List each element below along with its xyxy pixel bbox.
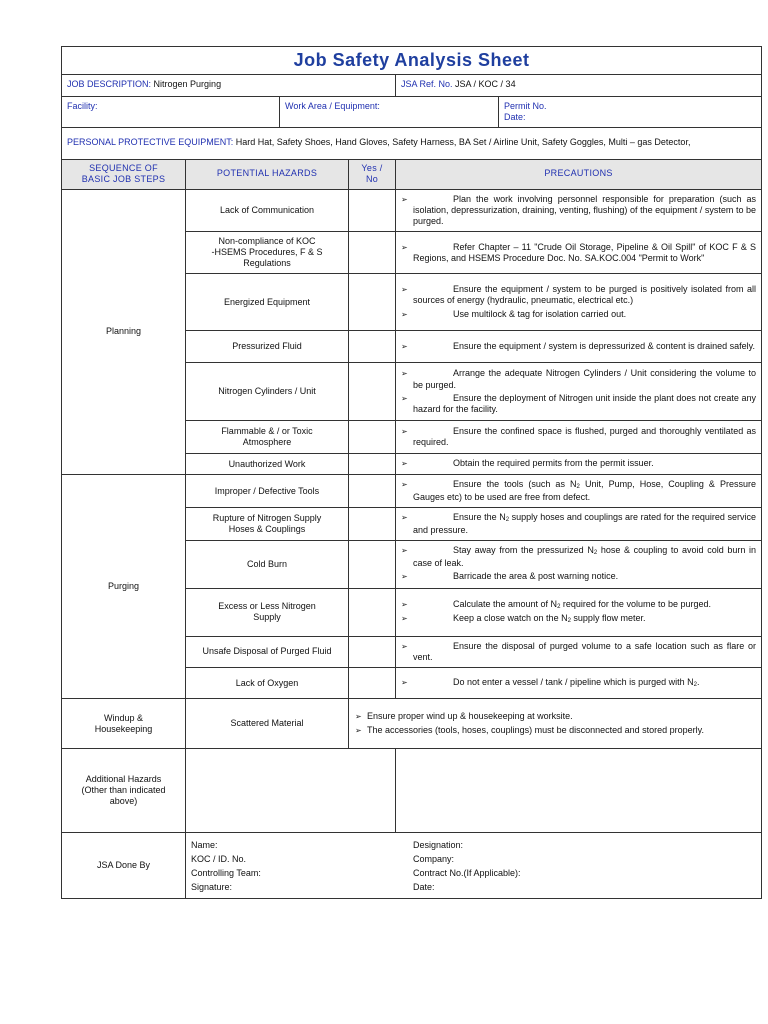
yes-no-cell xyxy=(349,454,396,475)
arrow-bullet-icon: ➢ xyxy=(401,427,408,436)
arrow-bullet-icon: ➢ xyxy=(401,599,408,609)
jsa-ref-value: JSA / KOC / 34 xyxy=(455,79,516,90)
arrow-bullet-icon: ➢ xyxy=(401,309,408,319)
additional-hazards-field[interactable] xyxy=(186,749,396,833)
date-label: Date: xyxy=(504,111,526,122)
yes-no-cell xyxy=(349,274,396,331)
arrow-bullet-icon: ➢ xyxy=(401,341,408,351)
hazard-cell: Excess or Less Nitrogen Supply xyxy=(186,588,349,636)
hazard-cell: Lack of Communication xyxy=(186,189,349,232)
arrow-bullet-icon: ➢ xyxy=(401,285,408,294)
hazard-cell: Rupture of Nitrogen Supply Hoses & Couplings xyxy=(186,508,349,541)
yes-no-cell xyxy=(349,668,396,699)
jsa-ref-cell xyxy=(396,74,762,96)
koc-id-label: KOC / ID. No. xyxy=(191,853,247,864)
precaution-cell: ➢ Calculate the amount of N2 required for the volume to be purged. ➢ Keep a close watch on the N2 supply flow meter. xyxy=(396,588,762,636)
facility-label: Facility: xyxy=(62,97,280,127)
precaution-cell: ➢ Plan the work involving personnel responsible for preparation (such as isolation, depressurization, draining, venting, flushing) of the equipment / system to be purged. xyxy=(396,189,762,232)
arrow-bullet-icon: ➢ xyxy=(401,459,408,469)
precaution-cell: ➢ Ensure the N2 supply hoses and couplings are rated for the required service and pressure. xyxy=(396,508,762,541)
hazard-cell: Flammable & / or Toxic Atmosphere xyxy=(186,421,349,454)
jsa-ref-label: JSA Ref. No. xyxy=(401,79,453,90)
job-description-cell xyxy=(62,74,396,96)
hazard-cell: Lack of Oxygen xyxy=(186,668,349,699)
precaution-cell: ➢ Ensure the equipment / system is depressurized & content is drained safely. xyxy=(396,331,762,363)
precaution-cell: ➢ Ensure the disposal of purged volume to a safe location such as flare or vent. xyxy=(396,636,762,668)
table-row xyxy=(62,833,762,899)
step-jsa-done-by: JSA Done By xyxy=(62,833,186,899)
yes-no-cell xyxy=(349,540,396,588)
ppe-cell xyxy=(62,127,762,159)
step-planning: Planning xyxy=(62,189,186,475)
step-windup: Windup & Housekeeping xyxy=(62,699,186,749)
precaution-cell: ➢ Arrange the adequate Nitrogen Cylinders / Unit considering the volume to be purged. ➢ Ensure the deployment of Nitrogen unit inside the plant does not create any hazard for the facility. xyxy=(396,363,762,421)
company-label: Company: xyxy=(413,853,455,864)
table-row xyxy=(62,475,762,508)
arrow-bullet-icon: ➢ xyxy=(401,641,408,651)
header-hazards: POTENTIAL HAZARDS xyxy=(186,159,349,189)
hazard-cell: Nitrogen Cylinders / Unit xyxy=(186,363,349,421)
precaution-cell: ➢ Stay away from the pressurized N2 hose & coupling to avoid cold burn in case of leak. ➢ Barricade the area & post warning notice. xyxy=(396,540,762,588)
yes-no-cell xyxy=(349,508,396,541)
signature-label: Signature: xyxy=(191,881,233,892)
hazard-cell: Energized Equipment xyxy=(186,274,349,331)
job-description-value: Nitrogen Purging xyxy=(153,79,222,90)
work-area-label: Work Area / Equipment: xyxy=(280,97,499,127)
arrow-bullet-icon: ➢ xyxy=(355,711,362,721)
yes-no-cell xyxy=(349,232,396,274)
yes-no-cell xyxy=(349,475,396,508)
header-sequence: SEQUENCE OF BASIC JOB STEPS xyxy=(62,159,186,189)
name-label: Name: xyxy=(191,839,218,850)
job-safety-analysis-table xyxy=(61,46,762,899)
header-precautions: PRECAUTIONS xyxy=(396,159,762,189)
sheet-title: Job Safety Analysis Sheet xyxy=(62,47,762,75)
arrow-bullet-icon: ➢ xyxy=(401,369,408,379)
arrow-bullet-icon: ➢ xyxy=(401,546,408,556)
ppe-value: Hard Hat, Safety Shoes, Hand Gloves, Safety Harness, BA Set / Airline Unit, Safety Goggles, Multi – gas Detector, xyxy=(235,137,691,148)
yes-no-cell xyxy=(349,588,396,636)
contract-no-label: Contract No.(If Applicable): xyxy=(413,867,521,878)
precaution-cell: ➢ Ensure the tools (such as N2 Unit, Pump, Hose, Coupling & Pressure Gauges etc) to be used are free from defect. xyxy=(396,475,762,508)
precaution-cell: ➢ Ensure proper wind up & housekeeping at worksite. ➢ The accessories (tools, hoses, couplings) must be disconnected and stored properly. xyxy=(349,699,762,749)
arrow-bullet-icon: ➢ xyxy=(401,480,408,490)
table-row xyxy=(62,699,762,749)
signature-block xyxy=(186,833,762,899)
permit-no-label: Permit No. xyxy=(504,100,547,111)
hazard-cell: Pressurized Fluid xyxy=(186,331,349,363)
precaution-cell: ➢ Ensure the equipment / system to be purged is positively isolated from all sources of energy (hydraulic, pneumatic, electrical etc.) ➢ Use multilock & tag for isolation carried out. xyxy=(396,274,762,331)
arrow-bullet-icon: ➢ xyxy=(401,393,408,403)
precaution-cell: ➢ Obtain the required permits from the permit issuer. xyxy=(396,454,762,475)
precaution-cell: ➢ Refer Chapter – 11 "Crude Oil Storage, Pipeline & Oil Spill" of KOC F & S Regions, and HSEMS Procedure Doc. No. SA.KOC.004 "Permit to Work" xyxy=(396,232,762,274)
yes-no-cell xyxy=(349,331,396,363)
precaution-cell: ➢ Ensure the confined space is flushed, purged and thoroughly ventilated as required. xyxy=(396,421,762,454)
sign-date-label: Date: xyxy=(413,881,435,892)
hazard-cell: Unauthorized Work xyxy=(186,454,349,475)
yes-no-cell xyxy=(349,363,396,421)
arrow-bullet-icon: ➢ xyxy=(401,194,408,204)
precaution-cell: ➢ Do not enter a vessel / tank / pipeline which is purged with N2. xyxy=(396,668,762,699)
yes-no-cell xyxy=(349,636,396,668)
step-additional-hazards: Additional Hazards (Other than indicated above) xyxy=(62,749,186,833)
arrow-bullet-icon: ➢ xyxy=(401,513,408,522)
step-purging: Purging xyxy=(62,475,186,699)
hazard-cell: Cold Burn xyxy=(186,540,349,588)
additional-precautions-field[interactable] xyxy=(396,749,762,833)
ppe-label: PERSONAL PROTECTIVE EQUIPMENT: xyxy=(67,137,234,148)
hazard-cell: Unsafe Disposal of Purged Fluid xyxy=(186,636,349,668)
hazard-cell: Non-compliance of KOC -HSEMS Procedures, F & S Regulations xyxy=(186,232,349,274)
arrow-bullet-icon: ➢ xyxy=(355,725,362,735)
hazard-cell: Scattered Material xyxy=(186,699,349,749)
designation-label: Designation: xyxy=(413,839,464,850)
yes-no-cell xyxy=(349,421,396,454)
arrow-bullet-icon: ➢ xyxy=(401,678,408,687)
header-yes-no: Yes / No xyxy=(349,159,396,189)
table-row xyxy=(62,749,762,833)
arrow-bullet-icon: ➢ xyxy=(401,572,408,582)
permit-date-cell xyxy=(499,97,761,127)
job-description-label: JOB DESCRIPTION: xyxy=(67,79,152,90)
hazard-cell: Improper / Defective Tools xyxy=(186,475,349,508)
table-row xyxy=(62,189,762,232)
controlling-team-label: Controlling Team: xyxy=(191,867,261,878)
arrow-bullet-icon: ➢ xyxy=(401,614,408,624)
yes-no-cell xyxy=(349,189,396,232)
arrow-bullet-icon: ➢ xyxy=(401,242,408,252)
